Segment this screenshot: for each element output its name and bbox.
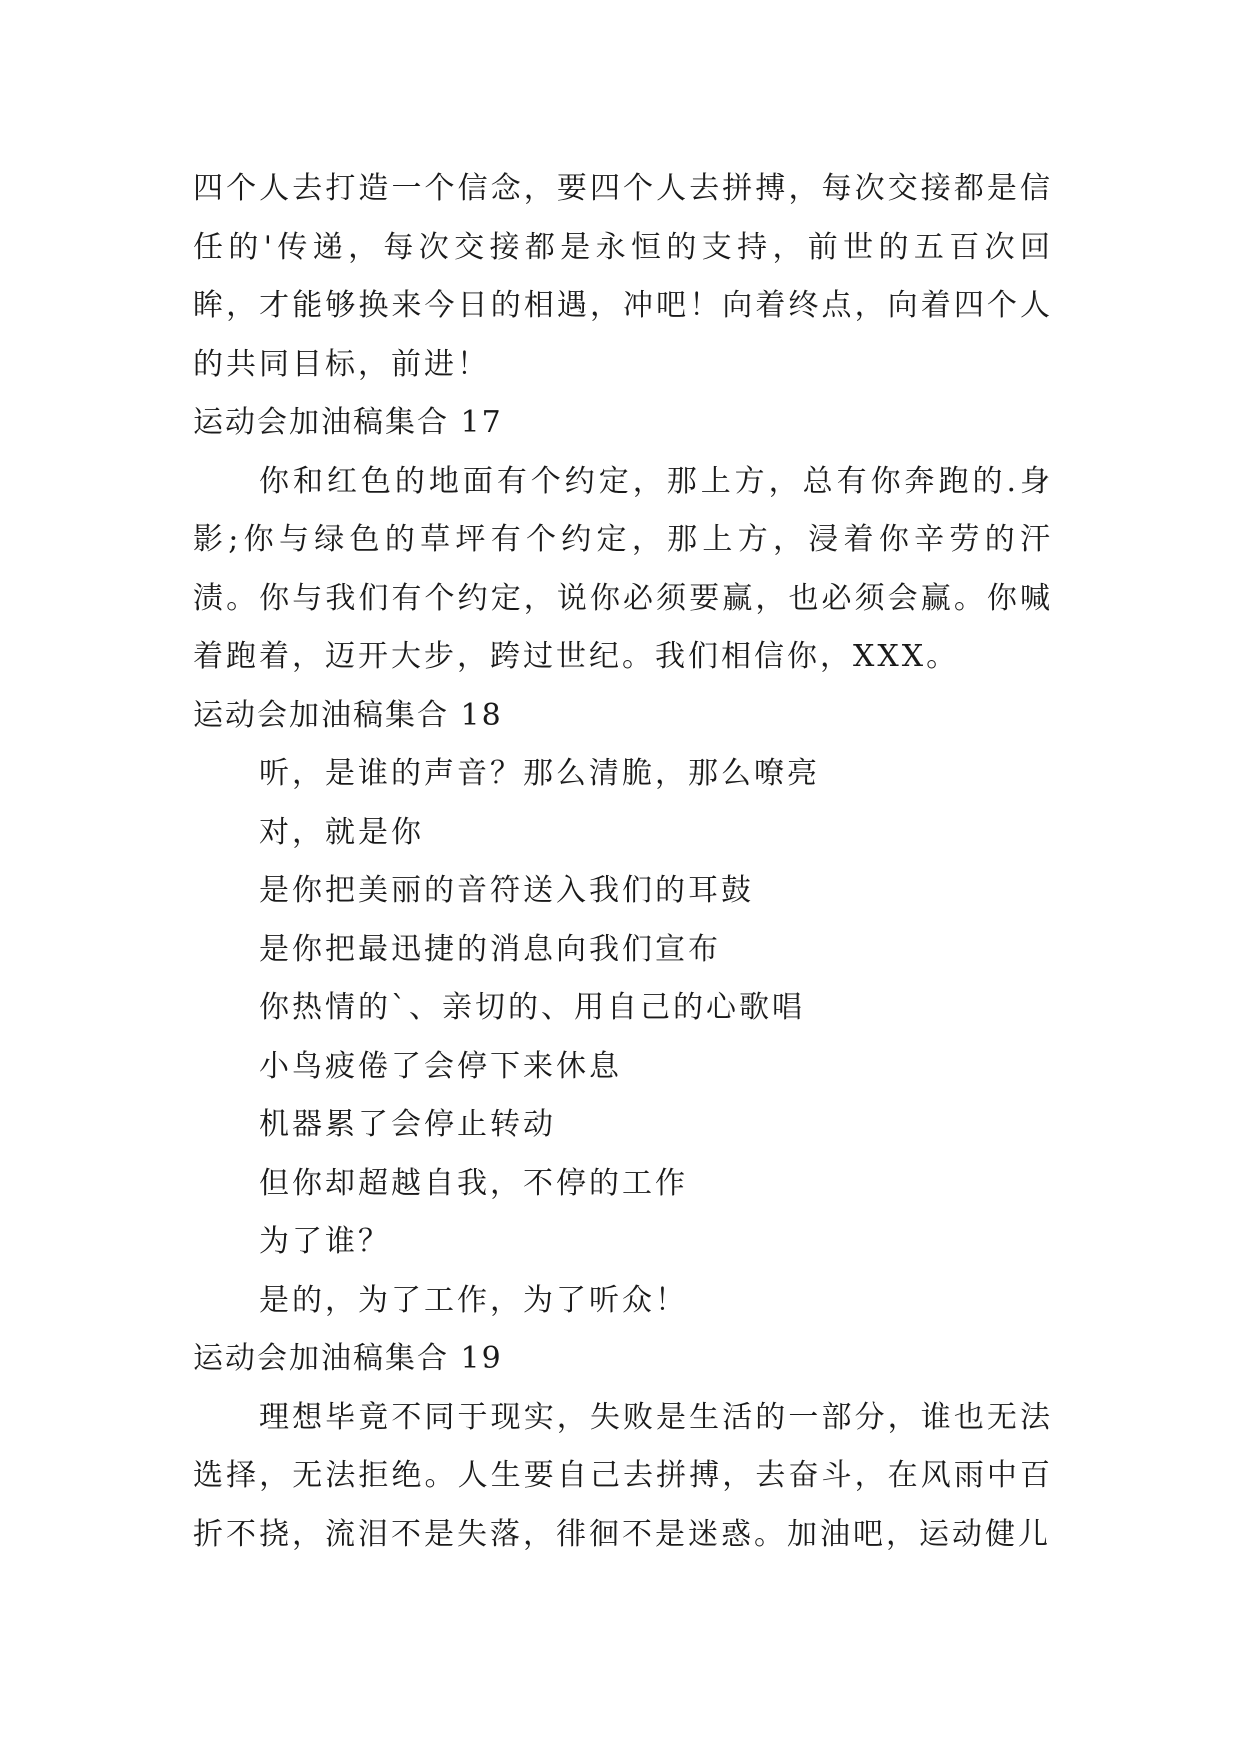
poem-line: 对，就是你	[259, 814, 424, 850]
poem-line: 是的，为了工作，为了听众！	[259, 1282, 688, 1318]
section-heading-17: 运动会加油稿集合 17	[193, 405, 503, 440]
section-heading-19: 运动会加油稿集合 19	[193, 1341, 503, 1376]
section-paragraph-17: 你和红色的地面有个约定，那上方，总有你奔跑的.身影;你与绿色的草坪有个约定，那上方，浸着你辛劳的汗渍。你与我们有个约定，说你必须要赢，也必须会赢。你喊着跑着，迈开大步，跨过世纪。我们相信你，XXX。	[193, 463, 1053, 674]
document-body	[193, 160, 1053, 1564]
poem-line: 是你把最迅捷的消息向我们宣布	[259, 931, 721, 967]
poem-line: 你热情的`、亲切的、用自己的心歌唱	[259, 990, 805, 1025]
intro-paragraph: 四个人去打造一个信念，要四个人去拼搏，每次交接都是信任的'传递，每次交接都是永恒的支持，前世的五百次回眸，才能够换来今日的相遇，冲吧！向着终点，向着四个人的共同目标，前进！	[193, 171, 1053, 382]
poem-line: 是你把美丽的音符送入我们的耳鼓	[259, 873, 754, 908]
section-paragraph-19: 理想毕竟不同于现实，失败是生活的一部分，谁也无法选择，无法拒绝。人生要自己去拼搏，去奋斗，在风雨中百折不挠，流泪不是失落，徘徊不是迷惑。加油吧，运动健儿	[193, 1399, 1053, 1552]
poem-line: 但你却超越自我，不停的工作	[259, 1165, 688, 1201]
poem-line: 机器累了会停止转动	[259, 1107, 556, 1142]
section-heading-18: 运动会加油稿集合 18	[193, 697, 503, 733]
poem-line: 为了谁？	[259, 1224, 391, 1259]
poem-line: 小鸟疲倦了会停下来休息	[259, 1048, 622, 1084]
poem-line: 听，是谁的声音？那么清脆，那么嘹亮	[259, 756, 820, 791]
